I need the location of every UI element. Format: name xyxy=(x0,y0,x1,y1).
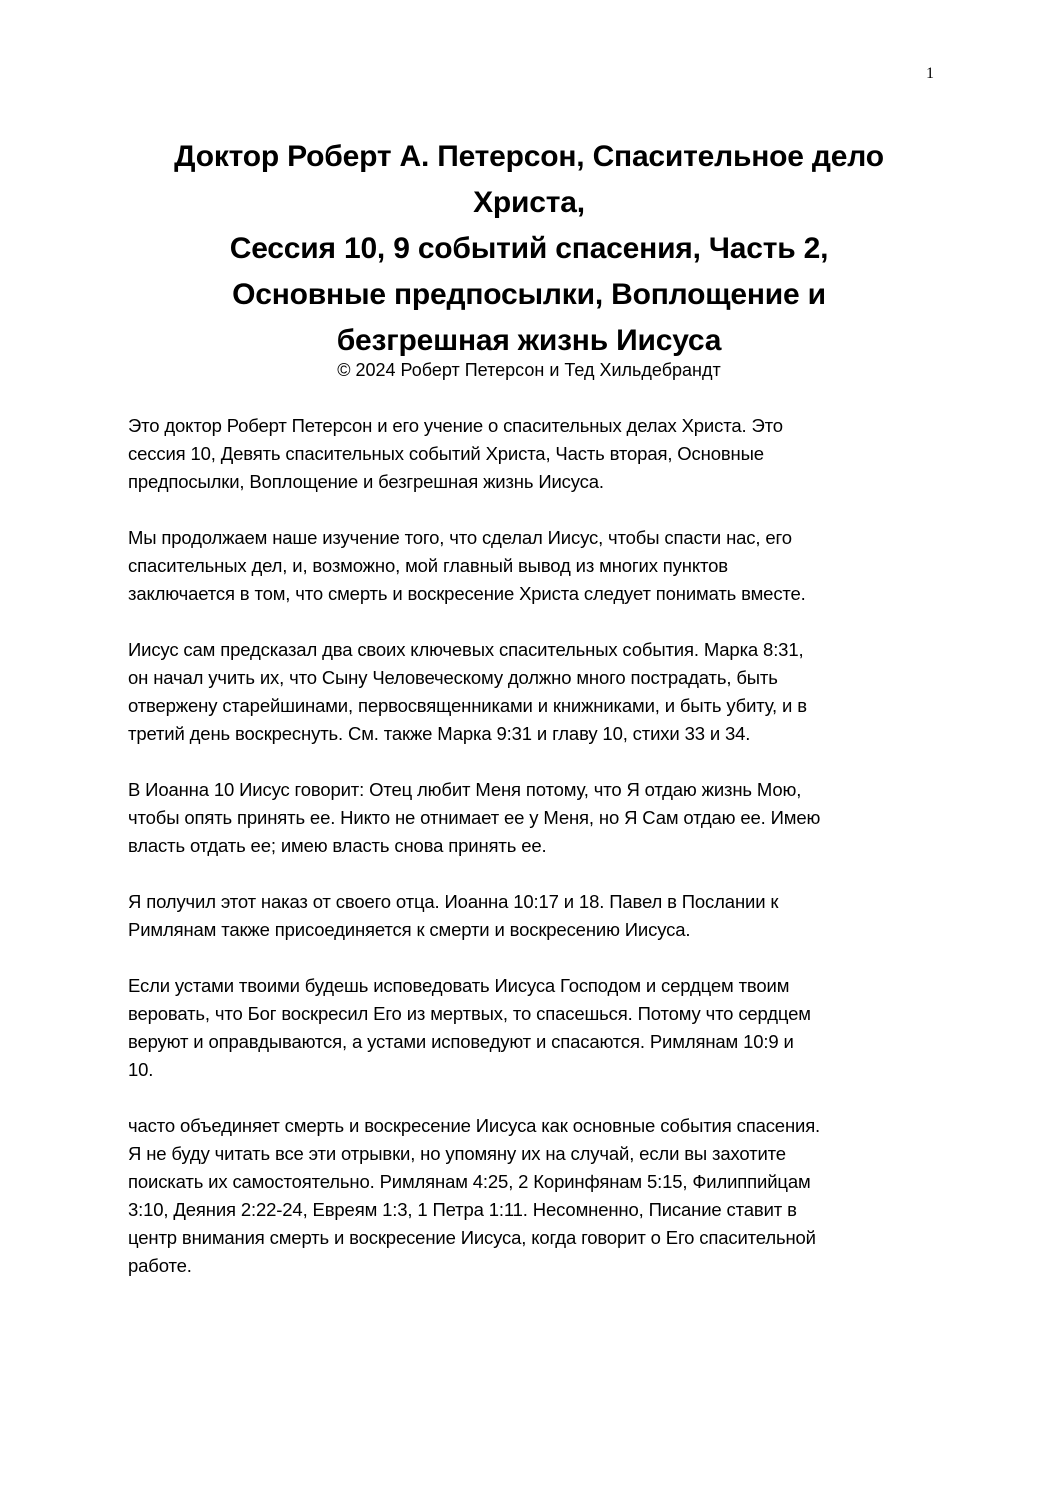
copyright-notice: © 2024 Роберт Петерсон и Тед Хильдебрандт xyxy=(337,360,721,380)
paragraph xyxy=(128,1112,940,1280)
text-line: Иисус сам предсказал два своих ключевых спасительных события. Марка 8:31, xyxy=(128,639,804,660)
paragraph xyxy=(128,636,940,748)
text-line: Мы продолжаем наше изучение того, что сделал Иисус, чтобы спасти нас, его xyxy=(128,527,792,548)
text-line: Я не буду читать все эти отрывки, но упомяну их на случай, если вы захотите xyxy=(128,1143,786,1164)
title-line: Христа, xyxy=(473,186,585,219)
text-line: заключается в том, что смерть и воскресение Христа следует понимать вместе. xyxy=(128,583,806,604)
text-line: власть отдать ее; имею власть снова принять ее. xyxy=(128,835,547,856)
text-line: Я получил этот наказ от своего отца. Иоанна 10:17 и 18. Павел в Послании к xyxy=(128,891,779,912)
text-line: спасительных дел, и, возможно, мой главный вывод из многих пунктов xyxy=(128,555,728,576)
text-line: он начал учить их, что Сыну Человеческому должно много пострадать, быть xyxy=(128,667,778,688)
page-number: 1 xyxy=(926,65,934,82)
text-line: веровать, что Бог воскресил Его из мертвых, то спасешься. Потому что сердцем xyxy=(128,1003,811,1024)
text-line: Римлянам также присоединяется к смерти и воскресению Иисуса. xyxy=(128,919,691,940)
text-line: поискать их самостоятельно. Римлянам 4:25, 2 Коринфянам 5:15, Филиппийцам xyxy=(128,1171,811,1192)
text-line: третий день воскреснуть. См. также Марка 9:31 и главу 10, стихи 33 и 34. xyxy=(128,723,751,744)
text-line: работе. xyxy=(128,1255,192,1276)
text-line: веруют и оправдываются, а устами исповедуют и спасаются. Римлянам 10:9 и xyxy=(128,1031,794,1052)
paragraph xyxy=(128,412,940,496)
text-line: сессия 10, Девять спасительных событий Христа, Часть вторая, Основные xyxy=(128,443,764,464)
text-line: Это доктор Роберт Петерсон и его учение о спасительных делах Христа. Это xyxy=(128,415,783,436)
paragraph xyxy=(128,524,940,608)
title-line: Основные предпосылки, Воплощение и xyxy=(232,278,826,311)
title-line: Доктор Роберт А. Петерсон, Спасительное дело xyxy=(174,140,884,173)
text-line: Если устами твоими будешь исповедовать Иисуса Господом и сердцем твоим xyxy=(128,975,790,996)
text-line: В Иоанна 10 Иисус говорит: Отец любит Меня потому, что Я отдаю жизнь Мою, xyxy=(128,779,802,800)
document-title xyxy=(110,134,948,364)
paragraph xyxy=(128,888,940,944)
text-line: 3:10, Деяния 2:22-24, Евреям 1:3, 1 Петра 1:11. Несомненно, Писание ставит в xyxy=(128,1199,797,1220)
text-line: отвержену старейшинами, первосвященниками и книжниками, и быть убиту, и в xyxy=(128,695,807,716)
text-line: чтобы опять принять ее. Никто не отнимает ее у Меня, но Я Сам отдаю ее. Имею xyxy=(128,807,821,828)
paragraph xyxy=(128,776,940,860)
title-line: Сессия 10, 9 событий спасения, Часть 2, xyxy=(229,232,829,265)
title-line: безгрешная жизнь Иисуса xyxy=(336,324,722,357)
text-line: 10. xyxy=(128,1059,154,1080)
paragraph xyxy=(128,972,940,1084)
text-line: часто объединяет смерть и воскресение Иисуса как основные события спасения. xyxy=(128,1115,821,1136)
text-line: предпосылки, Воплощение и безгрешная жизнь Иисуса. xyxy=(128,471,604,492)
text-line: центр внимания смерть и воскресение Иисуса, когда говорит о Его спасительной xyxy=(128,1227,816,1248)
document-body xyxy=(128,412,940,1308)
